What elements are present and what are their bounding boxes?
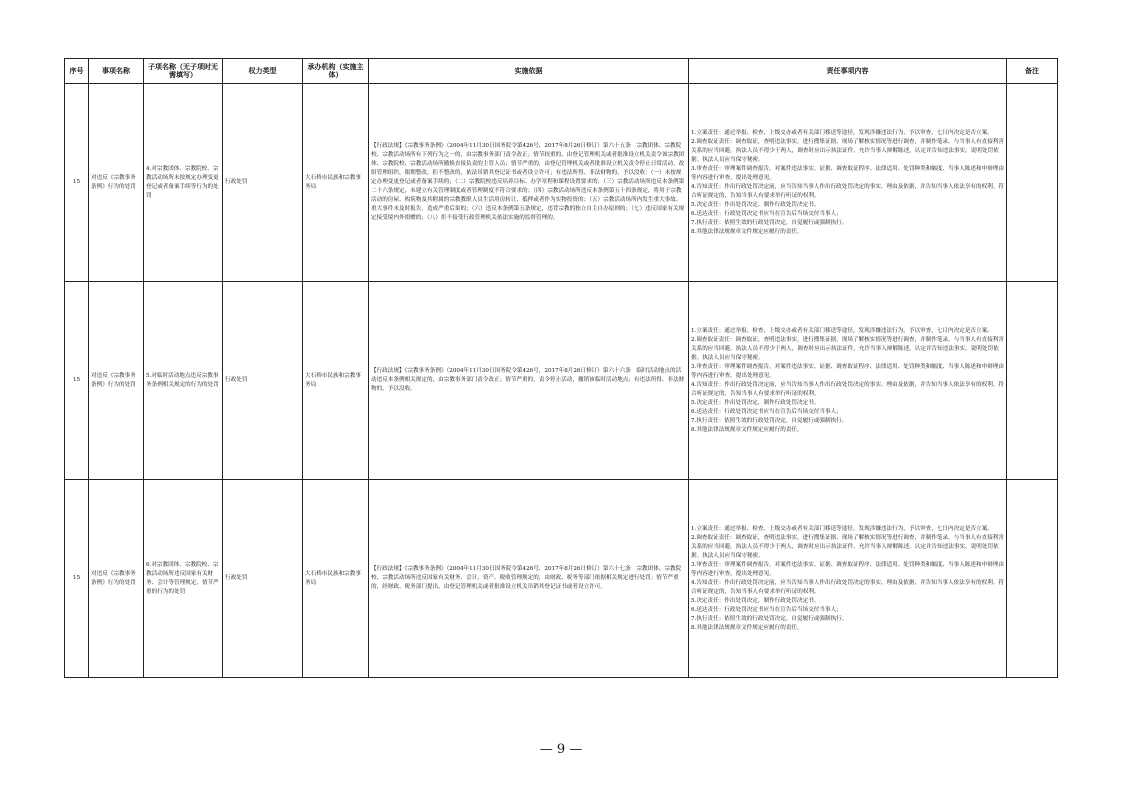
duty-item: 6.送达责任：行政处罚决定书应当在宣告后当场交付当事人； [691,210,842,217]
table-row [65,480,1058,678]
header-basis: 实施依据 [369,59,689,84]
cell-remarks [1007,282,1058,480]
cell-seq: 15 [65,480,89,678]
cell-item-name: 对违反《宗教事务条例》行为的处罚 [89,480,144,678]
cell-remarks [1007,480,1058,678]
duty-item: 1.立案责任：通过举报、检查、上级交办或者有关部门移送等途径，发现涉嫌违法行为，予以审查，七日内决定是否立案。 [691,129,993,136]
duty-item: 3.审查责任：审理案件调查报告，对案件违法事实、证据、调查取证程序、法律适用、处罚种类和幅度、当事人陈述和申辩理由等内容进行审查，提出处理意见。 [691,363,1004,379]
header-agency: 承办机构（实施主体） [303,59,369,84]
duty-item: 7.执行责任：依照生效的行政处罚决定，自觉履行或强制执行。 [691,417,848,424]
cell-basis [369,480,689,678]
duty-item: 7.执行责任：依照生效的行政处罚决定，自觉履行或强制执行。 [691,219,848,226]
cell-agency: 大石桥市民族和宗教事务局 [303,84,369,282]
header-row [65,59,1058,84]
duty-item: 3.审查责任：审理案件调查报告，对案件违法事实、证据、调查取证程序、法律适用、处罚种类和幅度、当事人陈述和申辩理由等内容进行审查，提出处理意见。 [691,165,1004,181]
cell-responsibility [689,282,1007,480]
duty-item: 2.调查取证责任：调查取证，查明违法事实。进行搜集证据、现场了解核实情况等进行调查，并制作笔录。与当事人有直接利害关系的应当回避。执法人员不得少于两人，调查时应出示执法证件，允许当事人辩解陈述，认定并告知违法事实，说明处罚依据。执法人员应当保守秘密。 [691,336,1004,361]
cell-power-type: 行政处罚 [223,84,303,282]
cell-remarks [1007,84,1058,282]
basis-text: 【行政法规】《宗教事务条例》（2004年11月30日国务院令第426号，2017年8月26日修订）第六十七条 宗教团体、宗教院校、宗教活动场所违反国家有关财务、会计、资产、税收管理规定的，由财政、税务等部门依据相关规定进行处罚；情节严重的，经财政、税务部门提出，由登记管理机关或者批准设立机关吊销其登记证书或者设立许可。 [371,566,682,590]
cell-basis [369,282,689,480]
duty-item: 7.执行责任：依照生效的行政处罚决定，自觉履行或强制执行。 [691,615,848,622]
cell-sub-item-name: 4.对宗教团体、宗教院校、宗教活动场所未按规定办理变更登记或者备案手续等行为的处罚 [144,84,223,282]
cell-basis [369,84,689,282]
header-sub-item-name: 子项名称（无子项时无需填写） [144,59,223,84]
cell-power-type: 行政处罚 [223,480,303,678]
table-row [65,282,1058,480]
cell-sub-item-name: 6.对宗教团体、宗教院校、宗教活动场所违反国家有关财务、会计等管理规定，情节严重的行为的处罚 [144,480,223,678]
cell-agency: 大石桥市民族和宗教事务局 [303,282,369,480]
cell-seq: 15 [65,282,89,480]
duty-item: 4.告知责任：作出行政处罚决定前，应当告知当事人作出行政处罚决定的事实、理由及依据，并告知当事人依法享有的权利。符合听证规定的，告知当事人有要求举行听证的权利。 [691,381,1004,397]
table-row [65,84,1058,282]
duty-item: 1.立案责任：通过举报、检查、上级交办或者有关部门移送等途径，发现涉嫌违法行为，予以审查，七日内决定是否立案。 [691,525,993,532]
duty-item: 8.其他法律法规规章文件规定应履行的责任。 [691,228,803,235]
cell-sub-item-name: 5.对临时活动地点违反宗教事务条例相关规定的行为的处罚 [144,282,223,480]
basis-text: 【行政法规】《宗教事务条例》（2004年11月30日国务院令第426号，2017年8月26日修订）第六十六条 临时活动地点的活动违反本条例相关规定的，由宗教事务部门责令改正；情节严重的，责令停止活动，撤销该临时活动地点；有违法所得、非法财物的，予以没收。 [371,368,685,392]
duty-item: 2.调查取证责任：调查取证，查明违法事实。进行搜集证据、现场了解核实情况等进行调查，并制作笔录。与当事人有直接利害关系的应当回避。执法人员不得少于两人，调查时应出示执法证件，允许当事人辩解陈述，认定并告知违法事实，说明处罚依据。执法人员应当保守秘密。 [691,534,1004,559]
cell-responsibility [689,84,1007,282]
cell-seq: 15 [65,84,89,282]
duty-item: 2.调查取证责任：调查取证，查明违法事实。进行搜集证据、现场了解核实情况等进行调查，并制作笔录。与当事人有直接利害关系的应当回避。执法人员不得少于两人，调查时应出示执法证件，允许当事人辩解陈述，认定并告知违法事实，说明处罚依据。执法人员应当保守秘密。 [691,138,1004,163]
duty-item: 8.其他法律法规规章文件规定应履行的责任。 [691,426,803,433]
cell-responsibility [689,480,1007,678]
header-seq: 序号 [65,59,89,84]
cell-agency: 大石桥市民族和宗教事务局 [303,480,369,678]
duty-item: 6.送达责任：行政处罚决定书应当在宣告后当场交付当事人； [691,606,842,613]
basis-text: 【行政法规】《宗教事务条例》（2004年11月30日国务院令第426号，2017年8月26日修订）第六十五条 宗教团体、宗教院校、宗教活动场所有下列行为之一的，由宗教事务部门责令改正；情节较重的，由登记管理机关或者批准设立机关责令该宗教团体、宗教院校、宗教活动场所撤换直接负责的主管人员；情节严重的，由登记管理机关或者批准设立机关责令停止日常活动，改组管理组织，限期整改，拒不整改的，依法吊销其登记证书或者设立许可；有违法所得、非法财物的，予以没收：（一）未按规定办理变更登记或者备案手续的；（二）宗教院校违反培养目标、办学章程和课程设置要求的；（三）宗教活动场所违反本条例第二十六条规定，未建立有关管理制度或者管理制度不符合要求的；（四）宗教活动场所违反本条例第五十四条规定，将用于宗教活动的房屋、构筑物及其附属的宗教教职人员生活用房转让、抵押或者作为实物投资的；（五）宗教活动场所内发生重大事故、重大事件未及时报告，造成严重后果的；（六）违反本条例第五条规定，违背宗教的独立自主自办原则的；（七）违反国家有关规定接受境内外捐赠的；（八）拒不接受行政管理机关依法实施的监督管理的。 [371,143,685,221]
duty-item: 5.决定责任：作出处罚决定，制作行政处罚决定书。 [691,201,820,208]
cell-item-name: 对违反《宗教事务条例》行为的处罚 [89,282,144,480]
duty-item: 6.送达责任：行政处罚决定书应当在宣告后当场交付当事人； [691,408,842,415]
duty-item: 1.立案责任：通过举报、检查、上级交办或者有关部门移送等途径，发现涉嫌违法行为，予以审查，七日内决定是否立案。 [691,327,993,334]
cell-item-name: 对违反《宗教事务条例》行为的处罚 [89,84,144,282]
header-responsibility: 责任事项内容 [689,59,1007,84]
page-number: — 9 — [539,742,583,757]
duty-item: 5.决定责任：作出处罚决定，制作行政处罚决定书。 [691,597,820,604]
header-power-type: 权力类型 [223,59,303,84]
duty-item: 3.审查责任：审理案件调查报告，对案件违法事实、证据、调查取证程序、法律适用、处罚种类和幅度、当事人陈述和申辩理由等内容进行审查，提出处理意见。 [691,561,1004,577]
duty-item: 4.告知责任：作出行政处罚决定前，应当告知当事人作出行政处罚决定的事实、理由及依据，并告知当事人依法享有的权利。符合听证规定的，告知当事人有要求举行听证的权利。 [691,579,1004,595]
responsibility-table [64,58,1058,678]
duty-item: 4.告知责任：作出行政处罚决定前，应当告知当事人作出行政处罚决定的事实、理由及依据，并告知当事人依法享有的权利。符合听证规定的，告知当事人有要求举行听证的权利。 [691,183,1004,199]
duty-item: 5.决定责任：作出处罚决定，制作行政处罚决定书。 [691,399,820,406]
duty-item: 8.其他法律法规规章文件规定应履行的责任。 [691,624,803,631]
header-item-name: 事项名称 [89,59,144,84]
header-remarks: 备注 [1007,59,1058,84]
cell-power-type: 行政处罚 [223,282,303,480]
